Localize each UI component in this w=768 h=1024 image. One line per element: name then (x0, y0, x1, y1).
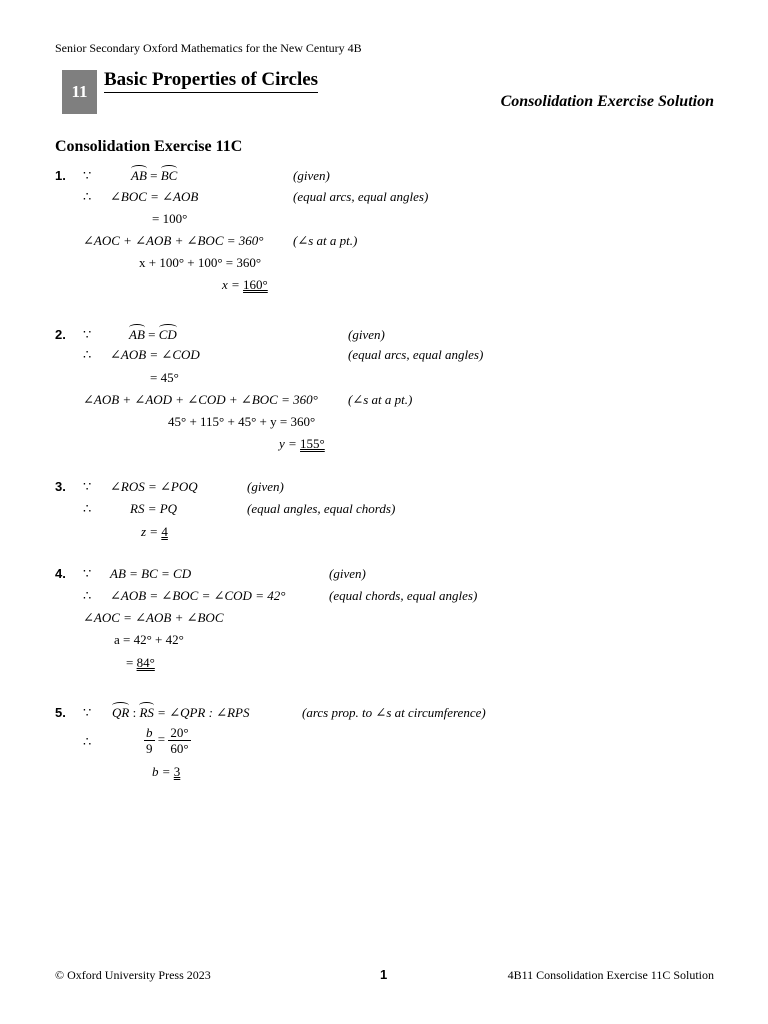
answer-line: z = 4 (141, 524, 168, 539)
because-symbol: ∵ (83, 705, 92, 720)
question-number: 2. (55, 327, 66, 342)
reason: (given) (247, 479, 284, 494)
final-answer: 160° (243, 277, 268, 292)
reason: (arcs prop. to ∠s at circumference) (302, 705, 486, 720)
fraction-equation: $\frac{b}{9}$ = $\frac{20^\circ}{60^\circ}$ (146, 725, 189, 756)
because-symbol: ∵ (83, 168, 92, 183)
reason: (equal arcs, equal angles) (348, 347, 484, 362)
reason: (∠s at a pt.) (293, 233, 358, 248)
fraction-20-over-60: $\frac{20^\circ}{60^\circ}$ (170, 725, 189, 756)
reason: (equal chords, equal angles) (329, 588, 478, 603)
reason: (equal arcs, equal angles) (293, 189, 429, 204)
arc-bc: BC (160, 168, 178, 183)
final-answer: 4 (161, 524, 168, 539)
reason: (given) (329, 566, 366, 581)
arc-cd: CD (158, 327, 177, 342)
arc-equation: AB = CD (129, 327, 177, 342)
therefore-symbol: ∴ (83, 501, 92, 516)
copyright: © Oxford University Press 2023 (55, 968, 211, 982)
question-number: 4. (55, 566, 66, 581)
equation-line: = 45° (150, 370, 179, 385)
equation-line: = 100° (152, 211, 188, 226)
therefore-symbol: ∴ (83, 588, 92, 603)
because-symbol: ∵ (83, 566, 92, 581)
answer-line: b = 3 (152, 764, 181, 779)
arc-equation: AB = BC (131, 168, 178, 183)
question-number: 1. (55, 168, 66, 183)
reason: (∠s at a pt.) (348, 392, 413, 407)
document-code: 4B11 Consolidation Exercise 11C Solution (507, 968, 714, 982)
because-symbol: ∵ (83, 479, 92, 494)
final-answer: 3 (173, 764, 181, 779)
question-number: 5. (55, 705, 66, 720)
page-number: 1 (380, 967, 388, 982)
arc-ab: AB (129, 327, 145, 342)
chapter-title: Basic Properties of Circles (104, 69, 318, 93)
arc-qr: QR (112, 705, 130, 720)
arc-ratio-equation: QR : RS = ∠QPR : ∠RPS (112, 705, 250, 720)
equation-line: 45° + 115° + 45° + y = 360° (168, 414, 316, 429)
equation-line: ∠AOC + ∠AOB + ∠BOC = 360° (83, 233, 264, 248)
equation-line: ∠AOB = ∠BOC = ∠COD = 42° (110, 588, 286, 603)
equation-line: ∠AOB + ∠AOD + ∠COD + ∠BOC = 360° (83, 392, 318, 407)
arc-rs: RS (139, 705, 154, 720)
therefore-symbol: ∴ (83, 734, 92, 749)
book-title: Senior Secondary Oxford Mathematics for the New Century 4B (55, 41, 362, 55)
equation-line: ∠AOB = ∠COD (110, 347, 200, 362)
answer-line: = 84° (126, 655, 155, 670)
final-answer: 84° (136, 655, 155, 670)
equation-line: ∠BOC = ∠AOB (110, 189, 199, 204)
arc-ab: AB (131, 168, 147, 183)
reason: (equal angles, equal chords) (247, 501, 396, 516)
question-number: 3. (55, 479, 66, 494)
fraction-b-over-9: $\frac{b}{9}$ (146, 725, 153, 756)
document-subtitle: Consolidation Exercise Solution (500, 93, 714, 110)
answer-line: y = 155° (279, 436, 325, 451)
equation-line: a = 42° + 42° (114, 632, 184, 647)
because-symbol: ∵ (83, 327, 92, 342)
reason: (given) (348, 327, 385, 342)
chapter-number: 11 (71, 82, 88, 101)
equation-line: x + 100° + 100° = 360° (139, 255, 262, 270)
section-title: Consolidation Exercise 11C (55, 138, 243, 155)
equation-line: ∠ROS = ∠POQ (110, 479, 198, 494)
final-answer: 155° (300, 436, 325, 451)
therefore-symbol: ∴ (83, 189, 92, 204)
equation-line: AB = BC = CD (110, 566, 192, 581)
reason: (given) (293, 168, 330, 183)
therefore-symbol: ∴ (83, 347, 92, 362)
equation-line: ∠AOC = ∠AOB + ∠BOC (83, 610, 224, 625)
chapter-number-badge (62, 70, 97, 114)
equation-line: RS = PQ (130, 501, 178, 516)
answer-line: x = 160° (222, 277, 268, 292)
